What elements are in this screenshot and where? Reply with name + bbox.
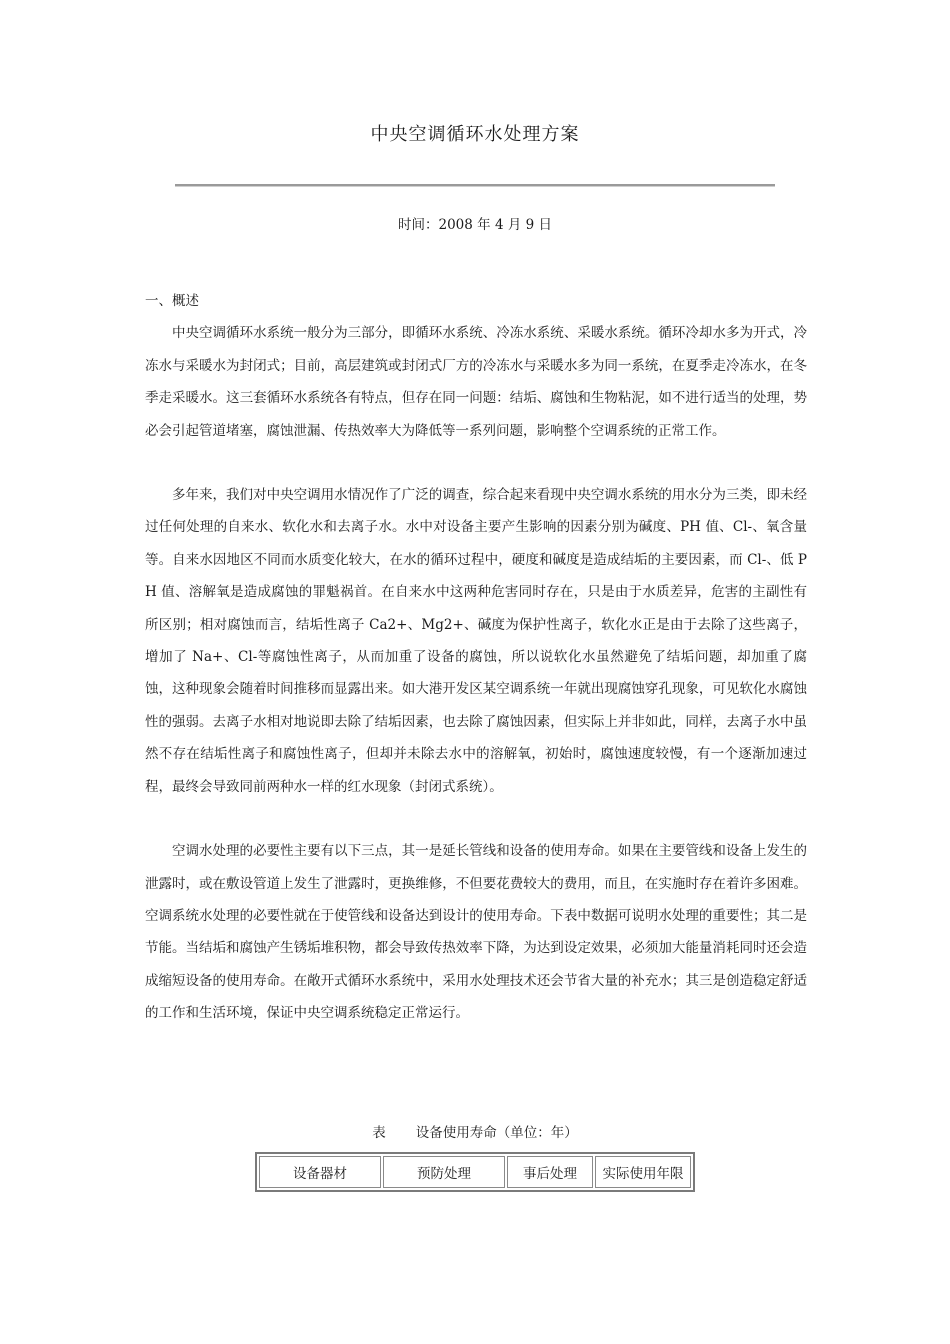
- document-date: 时间：2008 年 4 月 9 日: [398, 217, 552, 233]
- document-title: 中央空调循环水处理方案: [370, 124, 580, 145]
- table-header-equipment: 设备器材: [259, 1156, 381, 1188]
- paragraph-3: 空调水处理的必要性主要有以下三点，其一是延长管线和设备的使用寿命。如果在主要管线和设备上发生的泄露时，或在敷设管道上发生了泄露时，更换维修，不但要花费较大的费用，而且，在实施时存在着许多困难。空调系统水处理的必要性就在于使管线和设备达到设计的使用寿命。下表中数据可说明水处理的重要性；其二是节能。当结垢和腐蚀产生锈垢堆积物，都会导致传热效率下降，为达到设定效果，必须加大能量消耗同时还会造成缩短设备的使用寿命。在敞开式循环水系统中，采用水处理技术还会节省大量的补充水；其三是创造稳定舒适的工作和生活环境，保证中央空调系统稳定正常运行。: [145, 843, 807, 1022]
- table-caption-title: 设备使用寿命（单位：年）: [415, 1125, 578, 1141]
- table-header-preventive: 预防处理: [383, 1156, 505, 1188]
- table-header-remedial: 事后处理: [507, 1156, 593, 1188]
- section-overview: [145, 285, 807, 1030]
- equipment-lifespan-table: [255, 1152, 695, 1192]
- paragraph-gap: [145, 803, 807, 835]
- title-divider: [175, 184, 775, 187]
- paragraph-gap: [145, 447, 807, 479]
- paragraph-1: 中央空调循环水系统一般分为三部分，即循环水系统、冷冻水系统、采暖水系统。循环冷却水多为开式，冷冻水与采暖水为封闭式；目前，高层建筑或封闭式厂方的冷冻水与采暖水多为同一系统，在夏季走冷冻水，在冬季走采暖水。这三套循环水系统各有特点，但存在同一问题：结垢、腐蚀和生物粘泥，如不进行适当的处理，势必会引起管道堵塞，腐蚀泄漏、传热效率大为降低等一系列问题，影响整个空调系统的正常工作。: [145, 325, 807, 439]
- table-header-actual-life: 实际使用年限: [595, 1156, 691, 1188]
- table-caption-label: 表: [372, 1125, 386, 1141]
- table-caption: [0, 1121, 950, 1141]
- paragraph-2: 多年来，我们对中央空调用水情况作了广泛的调查，综合起来看现中央空调水系统的用水分为三类，即未经过任何处理的自来水、软化水和去离子水。水中对设备主要产生影响的因素分别为碱度、PH 值、Cl-、氧含量等。自来水因地区不同而水质变化较大，在水的循环过程中，硬度和碱度是造成结垢的主要因素，而 Cl-、低 PH 值、溶解氧是造成腐蚀的罪魁祸首。在自来水中这两种危害同时存在，只是由于水质差异，危害的主副性有所区别；相对腐蚀而言，结垢性离子 Ca2+、Mg2+、碱度为保护性离子，软化水正是由于去除了这些离子，增加了 Na+、Cl-等腐蚀性离子，从而加重了设备的腐蚀，所以说软化水虽然避免了结垢问题，却加重了腐蚀，这种现象会随着时间推移而显露出来。如大港开发区某空调系统一年就出现腐蚀穿孔现象，可见软化水腐蚀性的强弱。去离子水相对地说即去除了结垢因素，也去除了腐蚀因素，但实际上并非如此，同样，去离子水中虽然不存在结垢性离子和腐蚀性离子，但却并未除去水中的溶解氧，初始时，腐蚀速度较慢，有一个逐渐加速过程，最终会导致同前两种水一样的红水现象（封闭式系统）。: [145, 487, 807, 795]
- section-heading: 一、概述: [145, 293, 199, 309]
- table-header-row: [259, 1156, 691, 1188]
